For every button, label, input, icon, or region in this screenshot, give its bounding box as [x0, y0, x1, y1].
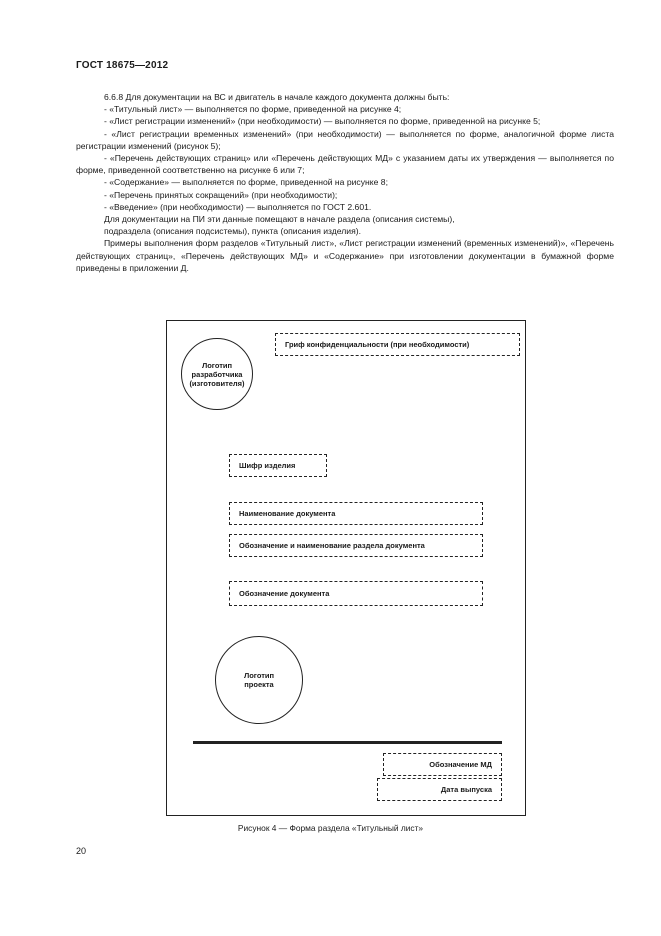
horizontal-rule [193, 741, 502, 744]
product-code-box: Шифр изделия [229, 454, 327, 477]
body-text [76, 91, 614, 274]
paragraph: - «Перечень действующих страниц» или «Перечень действующих МД» с указанием даты их утверждения — выполняется по форме, приведенной соответственно на рисунке 6 или 7; [76, 153, 614, 176]
project-logo-line-1: Логотип [243, 671, 275, 680]
developer-logo-circle [181, 338, 253, 410]
paragraph: - «Перечень принятых сокращений» (при необходимости); [104, 189, 338, 200]
developer-logo-line-1: Логотип [201, 360, 233, 370]
paragraph: Для документации на ПИ эти данные помещают в начале раздела (описания системы), [104, 214, 455, 225]
paragraph: - «Содержание» — выполняется по форме, приведенной на рисунке 8; [104, 177, 388, 188]
confidentiality-stamp-box: Гриф конфиденциальности (при необходимости) [275, 333, 520, 356]
paragraph: - «Лист регистрации изменений» (при необходимости) — выполняется по форме, приведенной на рисунке 5; [104, 116, 541, 127]
page-number: 20 [76, 846, 87, 856]
paragraph: подраздела (описания подсистемы), пункта (описания изделия). [104, 226, 362, 237]
document-designation-box: Обозначение документа [229, 581, 483, 606]
paragraph: Примеры выполнения форм разделов «Титульный лист», «Лист регистрации изменений (временных изменений)», «Перечень действующих страниц», «Перечень действующих МД» и «Содержание» при изготовлении документации в бумажной форме приведены в приложении Д. [76, 238, 614, 273]
figure-caption: Рисунок 4 — Форма раздела «Титульный лист» [237, 823, 424, 833]
project-logo-line-2: проекта [244, 680, 274, 689]
md-designation-box: Обозначение МД [383, 753, 502, 776]
document-name-box: Наименование документа [229, 502, 483, 525]
document-header: ГОСТ 18675—2012 [76, 60, 169, 71]
project-logo-circle [215, 636, 303, 724]
developer-logo-line-3: (изготовителя) [189, 378, 245, 388]
paragraph: - «Титульный лист» — выполняется по форме, приведенной на рисунке 4; [104, 104, 402, 115]
developer-logo-line-2: разработчика [191, 369, 243, 379]
title-page-form-figure [166, 320, 526, 816]
paragraph: - «Лист регистрации временных изменений» (при необходимости) — выполняется по форме, аналогичной форме листа регистрации изменений (рисунок 5); [76, 128, 614, 151]
paragraph: 6.6.8 Для документации на ВС и двигатель в начале каждого документа должны быть: [104, 92, 450, 102]
paragraph: - «Введение» (при необходимости) — выполняется по ГОСТ 2.601. [104, 201, 372, 212]
section-name-box: Обозначение и наименование раздела документа [229, 534, 483, 557]
release-date-box: Дата выпуска [377, 778, 502, 801]
